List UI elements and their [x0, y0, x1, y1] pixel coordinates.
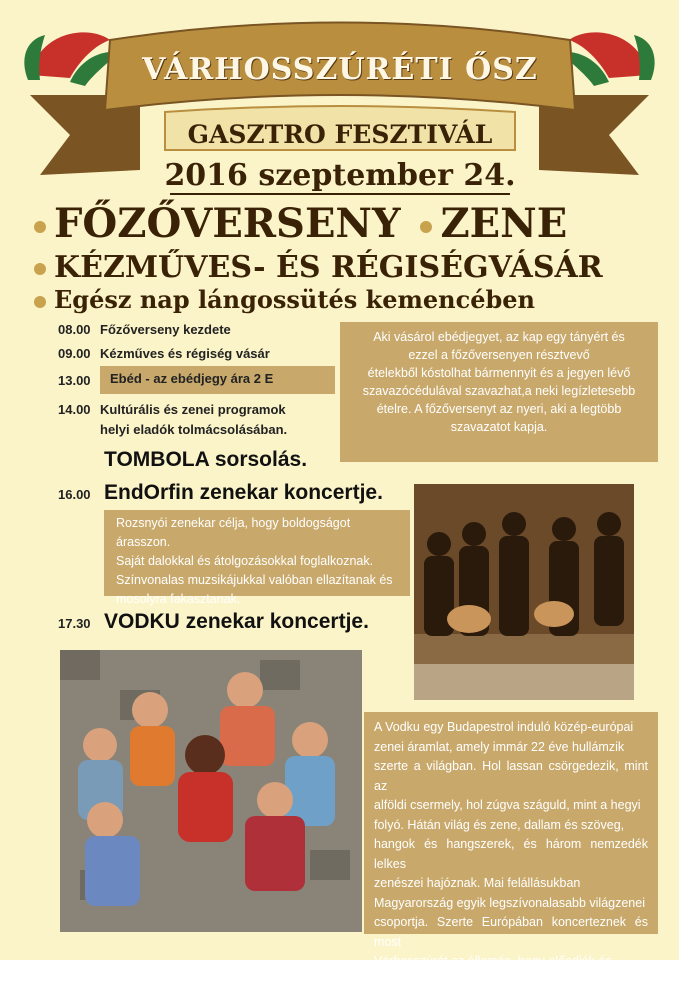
event-subtitle: GASZTRO FESZTIVÁL	[187, 120, 493, 149]
endorfin-description-box: Rozsnyói zenekar célja, hogy boldogságot árasszon. Saját dalokkal és átolgozásokkal foglalkoznak. Színvonalas muzsikájukkal valóban ellazítanak és mosolyra fakasztanak.	[104, 510, 410, 596]
concert1-title: EndOrfin zenekar koncertje.	[104, 481, 383, 504]
schedule-row: 08.00 Főzőverseny kezdete	[58, 322, 231, 337]
concert2-time: 17.30	[58, 616, 91, 631]
schedule-row: 09.00 Kézműves és régiség vásár	[58, 346, 270, 361]
highlight-line-1: FŐZŐVERSENY ZENE	[34, 200, 567, 247]
event-title: VÁRHOSSZÚRÉTI ŐSZ	[142, 52, 538, 87]
bullet-icon	[420, 221, 432, 233]
concert1-time: 16.00	[58, 487, 91, 502]
bullet-icon	[34, 221, 46, 233]
lunch-ticket-label: Ebéd - az ebédjegy ára 2 E	[100, 366, 335, 394]
schedule-row: 14.00 Kultúrális és zenei programok	[58, 402, 286, 417]
endorfin-band-photo	[414, 484, 634, 700]
date-underline	[170, 193, 510, 195]
highlight-line-2: KÉZMŰVES- ÉS RÉGISÉGVÁSÁR	[34, 250, 603, 285]
tombola-label: TOMBOLA sorsolás.	[104, 448, 308, 471]
highlight-line-3: Egész nap lángossütés kemencében	[34, 285, 535, 314]
event-date: 2016 szeptember 24.	[164, 158, 516, 193]
vodku-description-box: A Vodku egy Budapestrol induló közép-európai zenei áramlat, amely immár 22 éve hullámzik szerte a világban. Hol lassan csörgedezik, mint az alföldi csermely, hol zúgva száguld, mint a hegyi folyó. Hátán világ és zene, dallam és szöveg, hangok és hangszerek, és három nemzedék lelkes zenészei hajóznak. Mai felállásukban Magyarország egyik legszívonalasabb világzenei csoportja. Szerte Európában koncerteznek és most Várhosszúrét az állomás, hogy előadják és elkápráztassák a helyi közönséget.	[364, 712, 658, 934]
schedule-row: helyi eladók tolmácsolásában.	[100, 422, 288, 437]
folk-ornament-left	[24, 32, 118, 86]
vodku-band-photo	[60, 650, 362, 932]
folk-ornament-right	[561, 32, 655, 86]
lunch-description-box: Aki vásárol ebédjegyet, az kap egy tányért és ezzel a főzőversenyen résztvevő ételekből kóstolhat bármennyit és a jegyen lévő szavazócédulával szavazhat,a neki legízletesebb ételre. A főzőversenyt az nyeri, aki a legtöbb szavazatot kapja.	[340, 322, 658, 462]
bullet-icon	[34, 296, 46, 308]
schedule-row: 13.00	[58, 373, 91, 388]
bullet-icon	[34, 263, 46, 275]
concert2-title: VODKU zenekar koncertje.	[104, 610, 369, 633]
